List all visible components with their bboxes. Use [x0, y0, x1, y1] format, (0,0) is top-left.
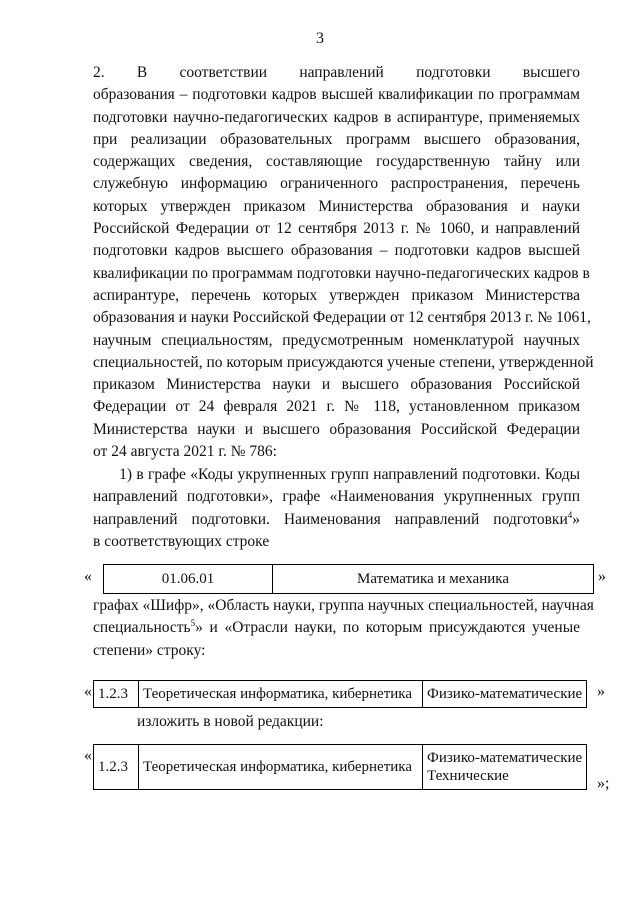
- table-cell-name: Теоретическая информатика, кибернетика: [139, 681, 423, 708]
- closing-quote: »: [572, 510, 580, 528]
- text-line: образования и науки Российской Федерации от 12 сентября 2013 г. № 1061,: [93, 309, 591, 327]
- code-table-old-row: [103, 564, 594, 594]
- text-line: при реализации образовательных программ высшего образования,: [93, 130, 580, 148]
- text-line: Российской Федерации от 12 сентября 2013 г. № 1060, и направлений: [93, 220, 580, 238]
- field-line: Физико-математические: [427, 750, 583, 766]
- text-line: [93, 509, 580, 531]
- specialty-table-new-row: [93, 744, 587, 790]
- table2-open-quote: «: [84, 683, 92, 700]
- text-line: графах «Шифр», «Область науки, группа научных специальностей, научная: [93, 597, 594, 614]
- table-row: [94, 681, 587, 708]
- table1-close-quote: »: [598, 568, 606, 585]
- table-cell-field: [423, 745, 587, 790]
- table1-open-quote: «: [84, 568, 92, 585]
- table-row: [94, 745, 587, 790]
- sub-paragraph: [93, 464, 580, 553]
- text-line: 1) в графе «Коды укрупненных групп направлений подготовки. Коды: [93, 466, 580, 483]
- table-cell-name: Теоретическая информатика, кибернетика: [139, 745, 423, 790]
- table-cell-name: Математика и механика: [273, 565, 594, 594]
- field-line: Технические: [427, 768, 509, 784]
- text-line: 2. В соответствии направлений подготовки высшего: [93, 64, 580, 81]
- text-fragment: » и «Отрасли науки, по которым присуждаются ученые: [195, 619, 580, 637]
- table2-close-quote: »: [597, 683, 605, 700]
- text-line: научным специальностям, предусмотренным номенклатурой научных: [93, 331, 580, 349]
- text-line: образования – подготовки кадров высшей квалификации по программам: [93, 86, 580, 104]
- text-line: приказом Министерства науки и высшего образования Российской: [93, 376, 580, 394]
- text-line: которых утвержден приказом Министерства образования и науки: [93, 197, 580, 215]
- text-line: [93, 617, 580, 639]
- table3-close-quote: »;: [597, 775, 610, 792]
- footnote-ref: 5: [190, 618, 196, 629]
- text-line: аспирантуре, перечень которых утвержден приказом Министерства: [93, 286, 580, 304]
- table-cell-code: 1.2.3: [94, 745, 139, 790]
- text-line: Министерства науки и высшего образования Российской Федерации: [93, 420, 580, 438]
- new-edition-text: изложить в новой редакции:: [137, 713, 324, 730]
- text-line: степени» строку:: [93, 641, 206, 659]
- specialty-table-old-row: [93, 680, 587, 708]
- page-number: 3: [316, 30, 324, 47]
- text-line: служебную информацию ограниченного распространения, перечень: [93, 175, 580, 193]
- text-fragment: специальность: [93, 619, 191, 637]
- after-paragraph: [93, 595, 594, 662]
- text-line: подготовки кадров высшего образования – подготовки кадров высшей: [93, 242, 580, 260]
- text-fragment: направлений подготовки. Наименования направлений подготовки: [93, 510, 568, 528]
- text-line: Федерации от 24 февраля 2021 г. № 118, установленном приказом: [93, 398, 580, 416]
- table-cell-code: 1.2.3: [94, 681, 139, 708]
- text-line: квалификации по программам подготовки научно-педагогических кадров в: [93, 264, 590, 282]
- table-cell-code: 01.06.01: [104, 565, 273, 594]
- main-paragraph: [93, 62, 594, 463]
- table-row: [104, 565, 594, 594]
- text-line: направлений подготовки», графе «Наименования укрупненных групп: [93, 488, 580, 506]
- text-line: от 24 августа 2021 г. № 786:: [93, 443, 277, 461]
- text-line: специальностей, по которым присуждаются ученые степени, утвержденной: [93, 353, 594, 371]
- table-cell-field: Физико-математические: [423, 681, 587, 708]
- text-line: подготовки научно-педагогических кадров в аспирантуре, применяемых: [93, 108, 580, 126]
- text-line: содержащих сведения, составляющие государственную тайну или: [93, 153, 580, 171]
- footnote-ref: 4: [567, 509, 573, 520]
- table3-open-quote: «: [84, 747, 92, 764]
- text-line: в соответствующих строке: [93, 532, 270, 550]
